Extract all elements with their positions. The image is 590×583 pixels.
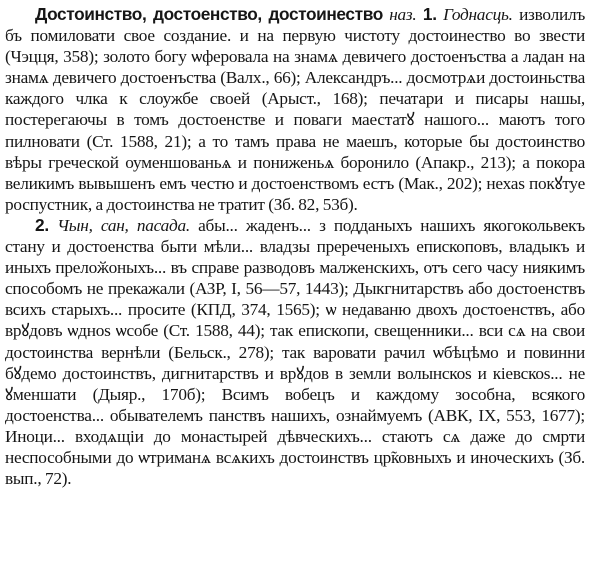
- headword: Достоинство, достоенство, достоинество: [35, 4, 383, 24]
- sense-2-paragraph: [5, 215, 585, 489]
- sense-2-number: 2.: [35, 214, 49, 235]
- sense-1-gloss: Годнасць.: [443, 5, 513, 24]
- sense-2-gloss: Чын, сан, пасада.: [57, 215, 190, 235]
- part-of-speech: наз.: [389, 5, 417, 24]
- sense-1-paragraph: [5, 4, 585, 215]
- sense-1-number: 1.: [422, 4, 437, 24]
- dictionary-entry: [5, 4, 585, 489]
- sense-1-text: изволилъ бъ помиловати свое создание. и на первую чистоту достоинество во звести (Чэцця, 358); золото богу ѡферовала на знамѧ девичего достоенъства а ладан на знамѧ девичего достоенъства (Валх., 66); Александръ... досмотрѧи достоиньства каждого члка к слоужбе своей (Арыст., 168); печатари и писары нашы, постерегаючы в томъ достоенстве и поваги маестатꙋ нашого... маютъ того пилновати (Ст. 1588, 21); а то тамъ права не маешъ, которые бы достоинство вѣры греческой оуменшованьѧ и пониженьѧ боронило (Апакр., 213); а покора великимъ вывышенъ емъ честю и достоенствомъ естъ (Мак., 202); нехаs покꙋтуе роспустник, а достоинства не тратит (Зб. 82, 53б).: [5, 5, 586, 214]
- sense-2-text: абы... жаденъ... з подданыхъ нашихъ якогокольвекъ стану и достоенства быти мѣли... владзы пререченыхъ епископовъ, владыкъ и иныхъ прелоӂоныхъ... въ справе разводовъ малженскихъ, отъ сего часу ниякимъ способомъ не прекажали (АЗР, I, 56—57, 1443); Дыкгнитарствъ або достоенствъ всихъ старыхъ... просите (КПД, 374, 1565); ѡ недаваню двохъ достоенствъ, або врꙋдовъ ѡдноs ѡсобе (Ст. 1588, 44); так епископи, свещенники... вси сѧ на свои достоинства вернѣли (Бельск., 278); так варовати рачил ѡбѣцѣмо и повинни бꙋдемо достоинствъ, дигнитарствъ и врꙋдов в земли волынскоs и кіевскоs... не ꙋменшати (Дыяр., 170б); Всимъ вобецъ и каждому зособна, всякого достоенства... обывателемъ панствъ нашихъ, ознаймуемъ (АВК, IX, 553, 1677); Иноци... входѧщіи до монастырей дѣвческихъ... стаютъ сѧ даже до смрти неспособными до ѡтриманѧ всѧкихъ достоинствъ цр̃ковныхъ и иноческихъ (Зб. вып., 72).: [5, 215, 585, 489]
